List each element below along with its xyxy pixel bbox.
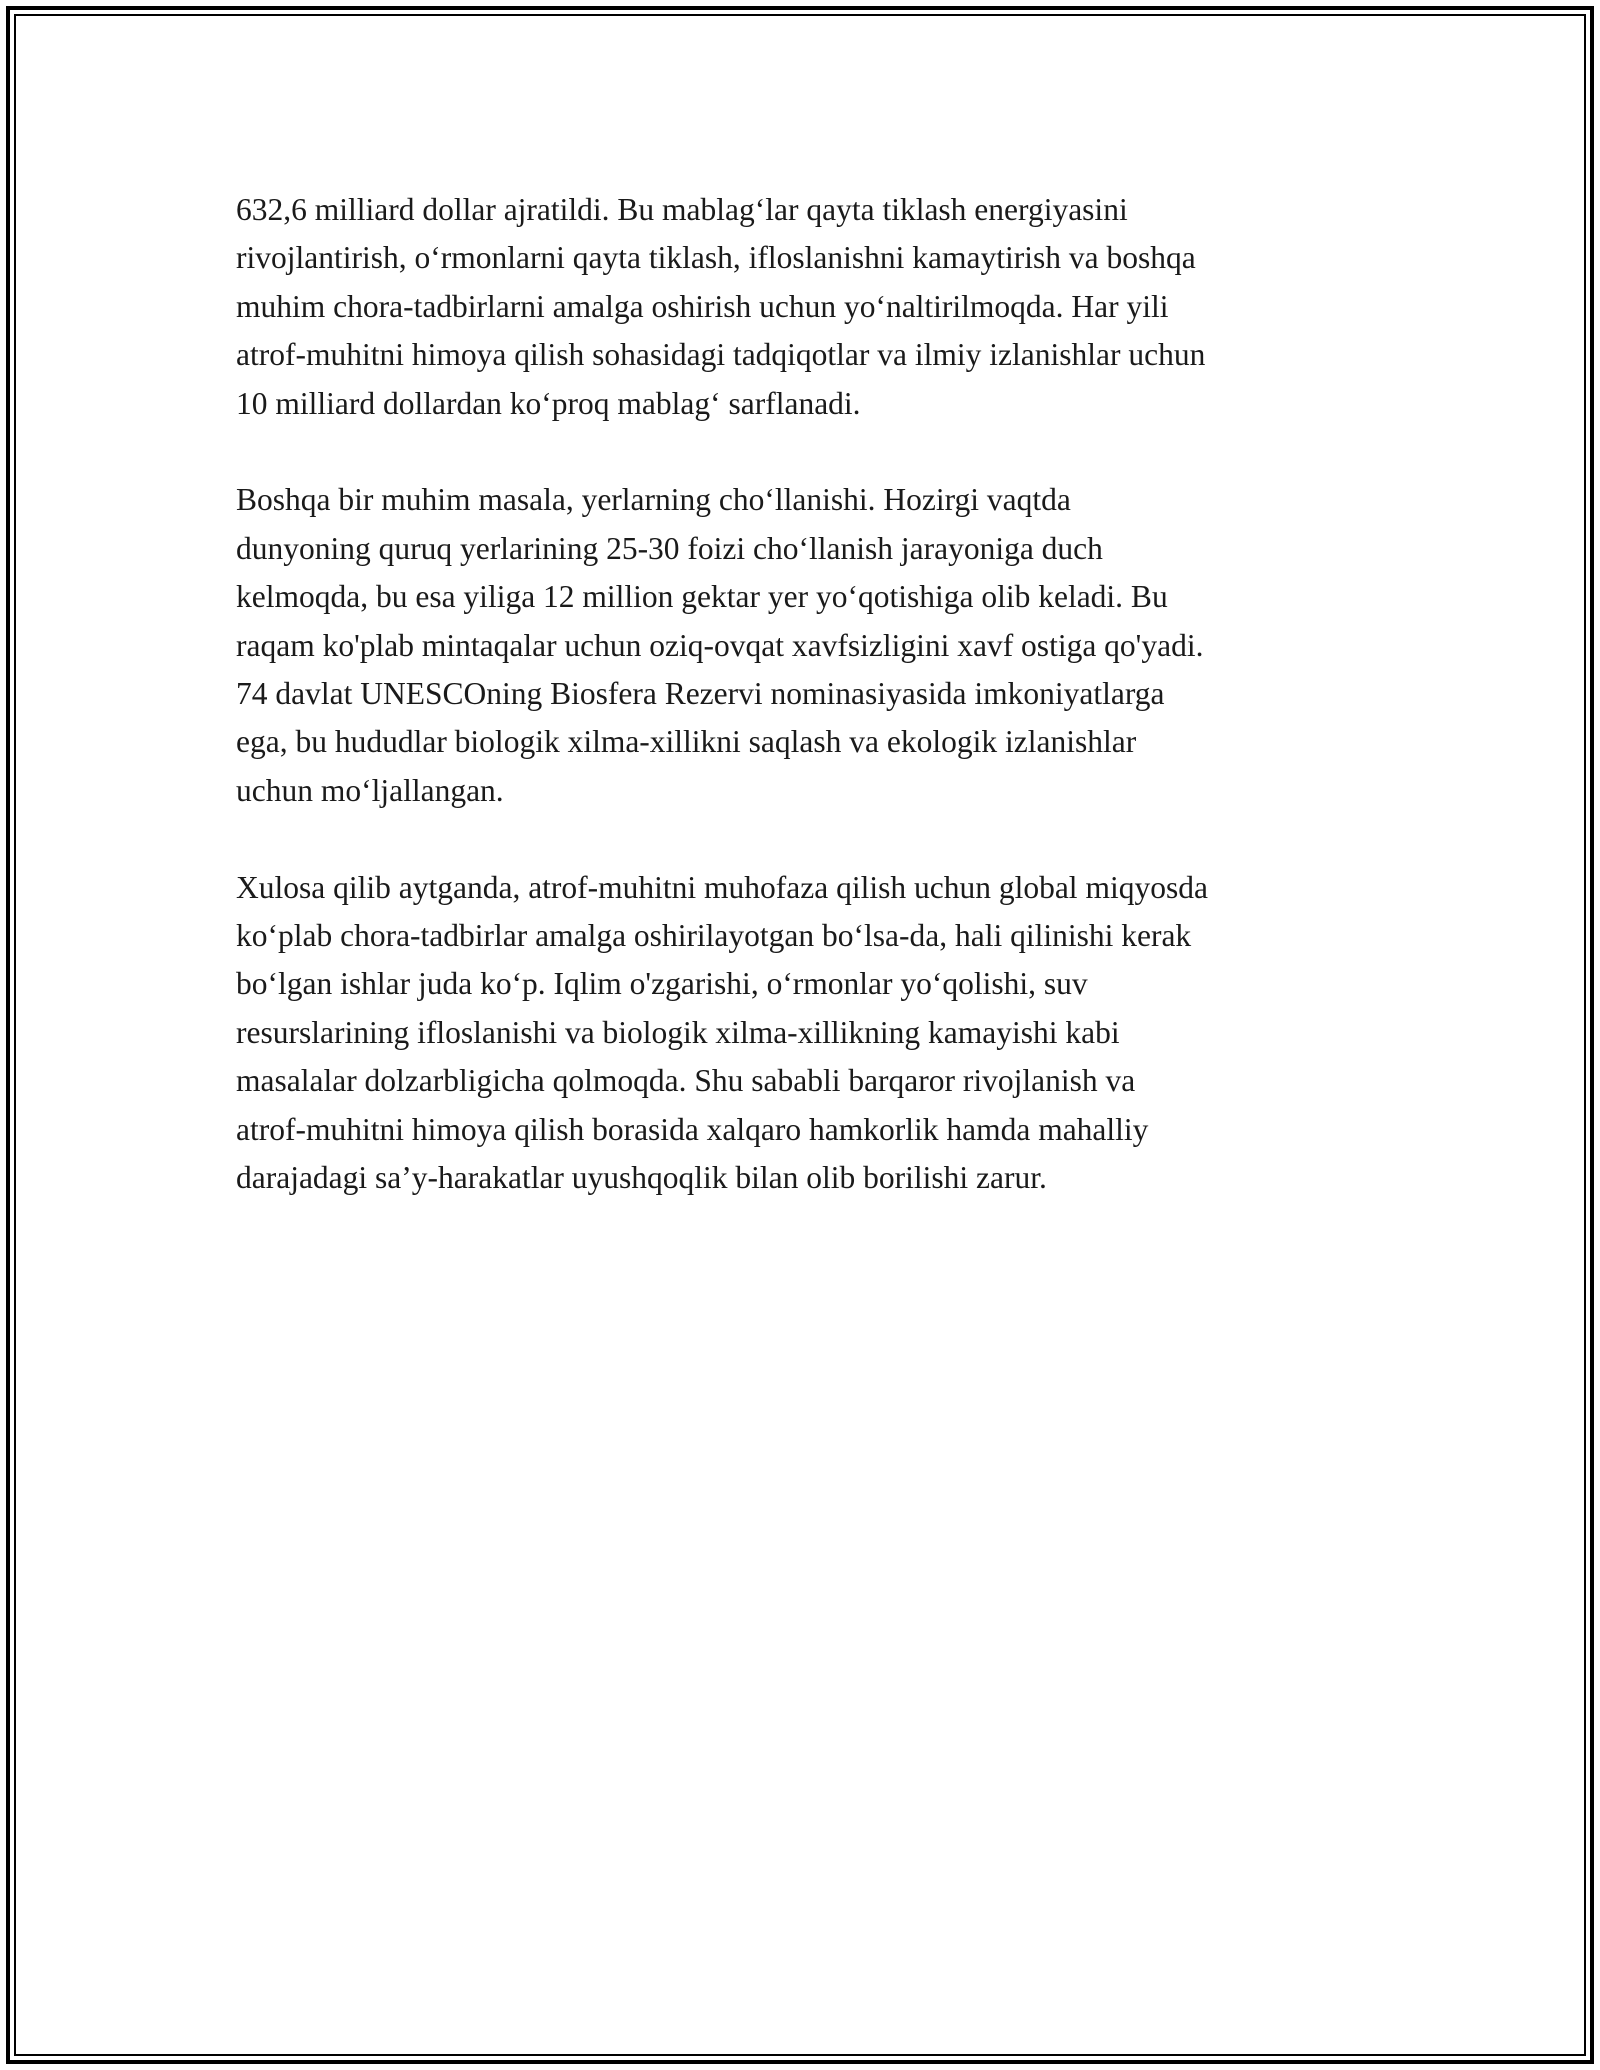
paragraph-1 <box>236 186 1376 428</box>
text-line: rivojlantirish, o‘rmonlarni qayta tiklash, ifloslanishni kamaytirish va boshqa <box>236 240 1196 276</box>
text-line: Xulosa qilib aytganda, atrof-muhitni muhofaza qilish uchun global miqyosda <box>236 869 1208 905</box>
text-line: raqam ko'plab mintaqalar uchun oziq-ovqat xavfsizligini xavf ostiga qo'yadi. <box>236 627 1204 663</box>
text-line: ega, bu hududlar biologik xilma-xillikni saqlash va ekologik izlanishlar <box>236 724 1137 760</box>
text-line: darajadagi sa’y-harakatlar uyushqoqlik bilan olib borilishi zarur. <box>236 1160 1047 1196</box>
text-line: kelmoqda, bu esa yiliga 12 million gektar yer yo‘qotishiga olib keladi. Bu <box>236 579 1168 615</box>
text-line: uchun mo‘ljallangan. <box>236 772 504 808</box>
text-line: bo‘lgan ishlar juda ko‘p. Iqlim o'zgarishi, o‘rmonlar yo‘qolishi, suv <box>236 966 1088 1002</box>
text-line: dunyoning quruq yerlarining 25-30 foizi cho‘llanish jarayoniga duch <box>236 530 1103 566</box>
text-line: muhim chora-tadbirlarni amalga oshirish uchun yo‘naltirilmoqda. Har yili <box>236 288 1169 324</box>
text-line: 74 davlat UNESCOning Biosfera Rezervi nominasiyasida imkoniyatlarga <box>236 676 1165 712</box>
text-line: masalalar dolzarbligicha qolmoqda. Shu sababli barqaror rivojlanish va <box>236 1063 1136 1099</box>
text-line: 10 milliard dollardan ko‘proq mablag‘ sarflanadi. <box>236 385 861 421</box>
text-line: Boshqa bir muhim masala, yerlarning cho‘llanishi. Hozirgi vaqtda <box>236 482 1071 518</box>
paragraph-3 <box>236 864 1376 1203</box>
text-line: 632,6 milliard dollar ajratildi. Bu mablag‘lar qayta tiklash energiyasini <box>236 192 1128 227</box>
text-line: ko‘plab chora-tadbirlar amalga oshirilayotgan bo‘lsa-da, hali qilinishi kerak <box>236 918 1192 954</box>
document-body <box>236 186 1376 1251</box>
text-line: atrof-muhitni himoya qilish borasida xalqaro hamkorlik hamda mahalliy <box>236 1111 1149 1147</box>
text-line: atrof-muhitni himoya qilish sohasidagi tadqiqotlar va ilmiy izlanishlar uchun <box>236 337 1206 373</box>
text-line: resurslarining ifloslanishi va biologik xilma-xillikning kamayishi kabi <box>236 1014 1120 1050</box>
paragraph-2 <box>236 476 1376 815</box>
